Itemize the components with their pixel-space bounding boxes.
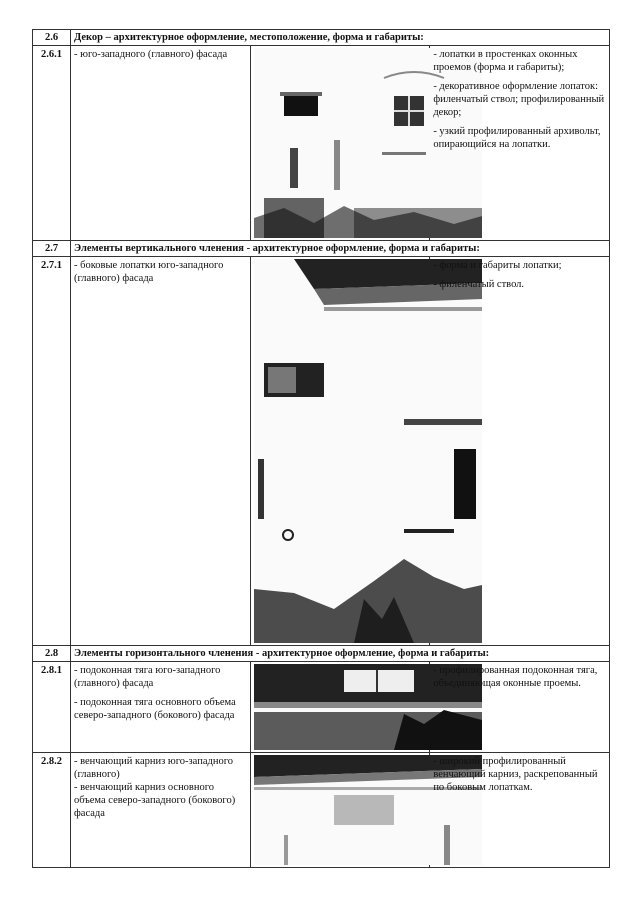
heritage-elements-table bbox=[32, 29, 610, 868]
description-line: - юго-западного (главного) фасада bbox=[74, 49, 228, 60]
note-line: - филенчатый ствол. bbox=[433, 279, 525, 290]
cornice-photo bbox=[250, 753, 430, 868]
row-number: 2.8.1 bbox=[33, 662, 71, 753]
table-row-2-7-1 bbox=[33, 257, 610, 646]
row-number: 2.6.1 bbox=[33, 46, 71, 241]
section-header-2-8 bbox=[33, 646, 610, 662]
table-row-2-8-2 bbox=[33, 753, 610, 868]
note-line: - узкий профилированный архивольт, опирающийся на лопатки. bbox=[433, 126, 601, 150]
description-line: - подоконная тяга основного объема северо-западного (бокового) фасада bbox=[74, 697, 236, 721]
section-number: 2.8 bbox=[33, 646, 71, 662]
section-title: Декор – архитектурное оформление, местоположение, форма и габариты: bbox=[71, 30, 610, 46]
description-line: - подоконная тяга юго-западного (главного) фасада bbox=[74, 665, 221, 689]
row-number: 2.7.1 bbox=[33, 257, 71, 646]
table-row-2-8-1 bbox=[33, 662, 610, 753]
section-title: Элементы горизонтального членения - архитектурное оформление, форма и габариты: bbox=[71, 646, 610, 662]
note-line: - лопатки в простенках оконных проемов (форма и габариты); bbox=[433, 49, 578, 73]
note-line: - широкий профилированный венчающий карниз, раскрепованный по боковым лопаткам. bbox=[433, 756, 598, 793]
description-line: - венчающий карниз основного объема северо-западного (бокового) фасада bbox=[74, 782, 236, 819]
note-line: - профилированная подоконная тяга, объединяющая оконные проемы. bbox=[433, 665, 598, 689]
window-sill-photo bbox=[250, 662, 430, 753]
facade-photo bbox=[250, 46, 430, 241]
row-description bbox=[71, 662, 251, 753]
row-number: 2.8.2 bbox=[33, 753, 71, 868]
row-description bbox=[71, 753, 251, 868]
lopatka-photo-image bbox=[254, 259, 482, 643]
row-description bbox=[71, 257, 251, 646]
description-line: - венчающий карниз юго-западного (главного) bbox=[74, 756, 233, 780]
section-header-2-7 bbox=[33, 241, 610, 257]
table-row-2-6-1 bbox=[33, 46, 610, 241]
row-description bbox=[71, 46, 251, 241]
section-number: 2.7 bbox=[33, 241, 71, 257]
description-line: - боковые лопатки юго-западного (главного) фасада bbox=[74, 260, 224, 284]
section-title: Элементы вертикального членения - архитектурное оформление, форма и габариты: bbox=[71, 241, 610, 257]
section-number: 2.6 bbox=[33, 30, 71, 46]
lopatka-photo bbox=[250, 257, 430, 646]
note-line: - форма и габариты лопатки; bbox=[433, 260, 562, 271]
note-line: - декоративное оформление лопаток: филенчатый ствол; профилированный декор; bbox=[433, 81, 605, 118]
section-header-2-6 bbox=[33, 30, 610, 46]
